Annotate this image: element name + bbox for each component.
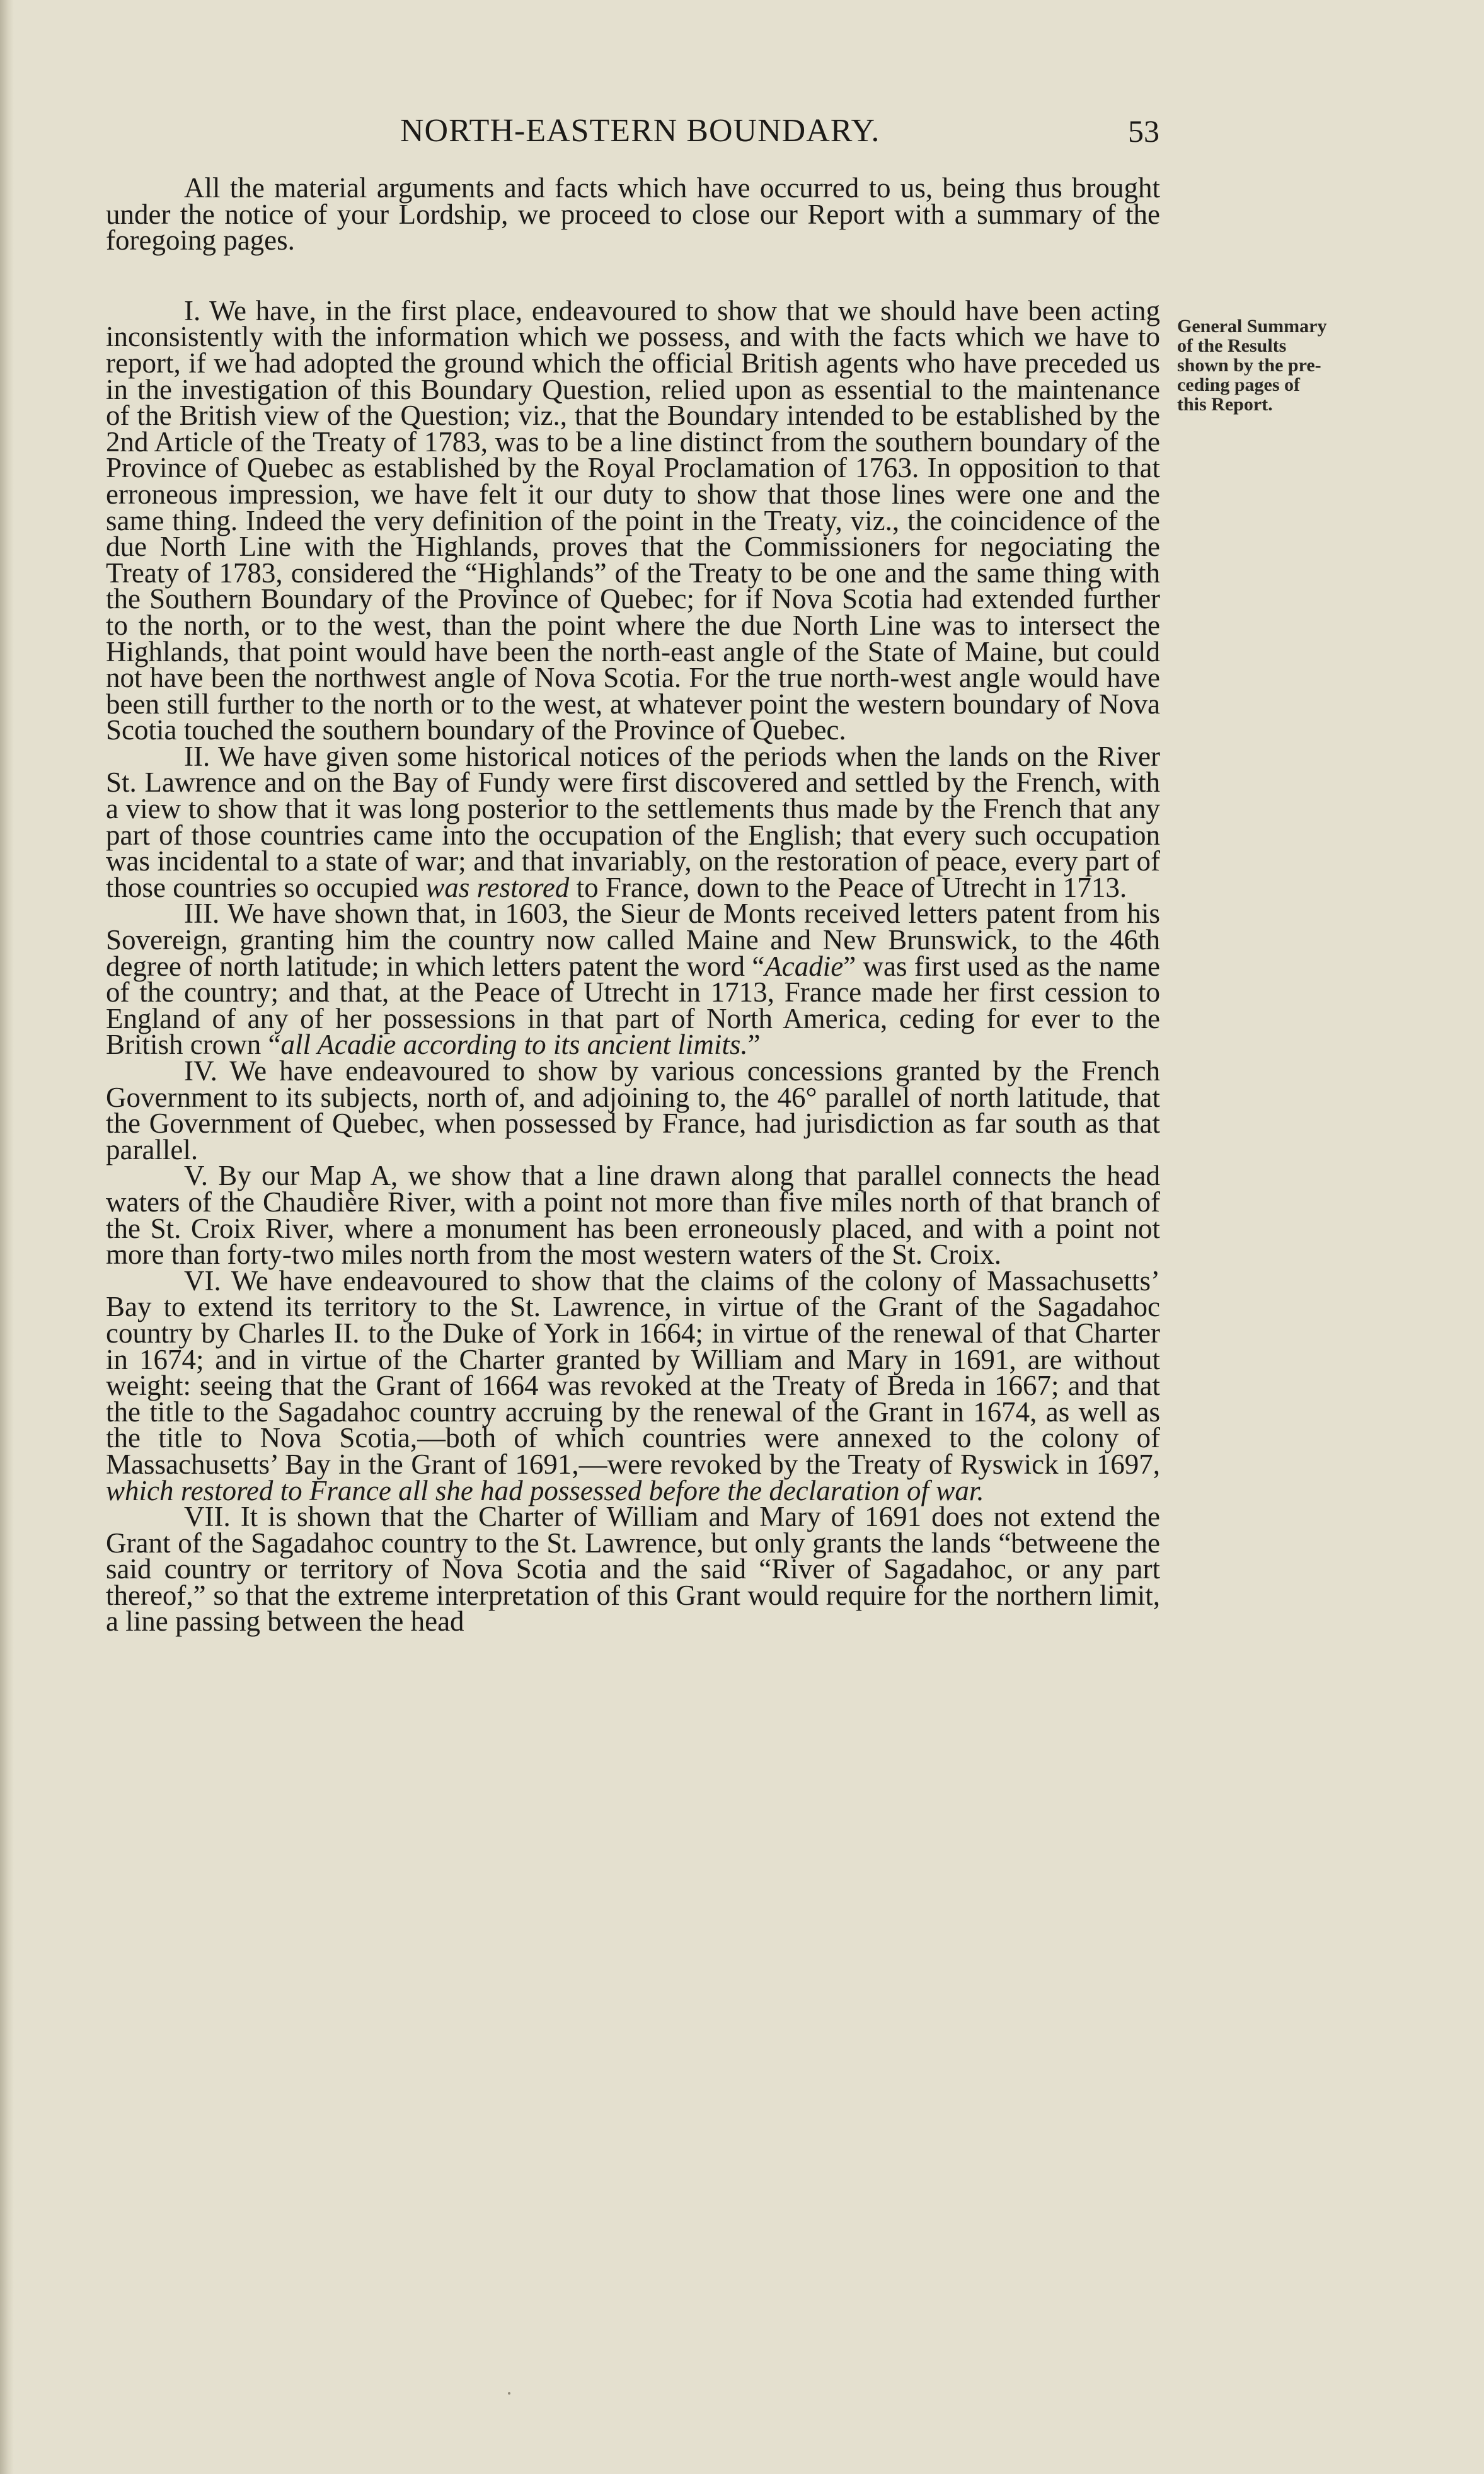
italic-phrase: which restored to France all she had possessed before the declaration of war.: [106, 1474, 984, 1506]
paragraph-text: II. We have given some historical notices of the periods when the lands on the River St. Lawrence and on the Bay of Fundy were first discovered and settled by the French, with a view to show that it was long posterior to the settlements thus made by the French that any part of those countries came into the occupation of the English; that every such occupation was incidental to a state of war; and that invariably, on the restoration of peace, every part of those countries so occupied: [106, 740, 1160, 903]
report-body: [106, 172, 1160, 1638]
paragraph-text: III. We have shown that, in 1603, the Sieur de Monts received letters patent from his Sovereign, granting him the country now called Maine and New Brunswick, to the 46th degree of north latitude; in which letters patent the word “: [106, 898, 1160, 982]
paragraph-text: VI. We have endeavoured to show that the claims of the colony of Massachusetts’ Bay to extend its territory to the St. Lawrence, in virtue of the Grant of the Sagadahoc country by Charles II. to the Duke of York in 1664; in virtue of the renewal of that Charter in 1674; and in virtue of the Charter granted by William and Mary in 1691, are without weight: seeing that the Grant of 1664 was revoked at the Treaty of Breda in 1667; and that the title to the Sagadahoc country accruing by the renewal of the Grant in 1674, as well as the title to Nova Scotia,—both of which countries were annexed to the colony of Massachusetts’ Bay in the Grant of 1691,—were revoked by the Treaty of Ryswick in 1697,: [106, 1264, 1160, 1480]
summary-point-5: V. By our Map A, we show that a line drawn along that parallel connects the head waters of the Chaudière River, with a point not more than five miles north of that branch of the St. Croix River, where a monument has been erroneously placed, and with a point not more than forty-two miles north from the most western waters of the St. Croix.: [106, 1160, 1160, 1271]
summary-point-1: I. We have, in the first place, endeavoured to show that we should have been acting inconsistently with the information which we possess, and with the facts which we have to report, if we had adopted the ground which the official British agents who have preceded us in the investigation of this Boundary Question, relied upon as essential to the maintenance of the British view of the Question; viz., that the Boundary intended to be established by the 2nd Article of the Treaty of 1783, was to be a line distinct from the southern boundary of the Province of Quebec as established by the Royal Proclamation of 1763. In opposition to that erroneous impression, we have felt it our duty to show that those lines were one and the same thing. Indeed the very definition of the point in the Treaty, viz., the coincidence of the due North Line with the Highlands, proves that the Commissioners for negociating the Treaty of 1783, considered the “Highlands” of the Treaty to be one and the same thing with the Southern Boundary of the Province of Quebec; for if Nova Scotia had extended further to the north, or to the west, than the point where the due North Line was to intersect the Highlands, that point would have been the north-east angle of the State of Maine, but could not have been the northwest angle of Nova Scotia. For the true north-west angle would have been still further to the north or to the west, at whatever point the western boundary of Nova Scotia touched the southern boundary of the Province of Quebec.: [106, 294, 1160, 746]
paragraph-text: ”: [747, 1029, 761, 1061]
paragraph-text: ” was first used as the name of the country; and that, at the Peace of Utrecht in 1713, France made her first cession to England of any of her possessions in that part of North America, ceding for ever to the British crown “: [106, 950, 1160, 1061]
page-number: 53: [1128, 113, 1159, 149]
intro-paragraph: All the material arguments and facts which have occurred to us, being thus brought under the notice of your Lordship, we proceed to close our Report with a summary of the foregoing pages.: [106, 172, 1160, 257]
page-edge: [0, 0, 14, 2474]
margin-note-line: shown by the pre-: [1177, 355, 1321, 376]
italic-phrase: all Acadie according to its ancient limits.: [280, 1029, 748, 1061]
margin-note-line: General Summary: [1177, 316, 1327, 337]
summary-point-3: [106, 898, 1160, 1061]
paragraph-text: to France, down to the Peace of Utrecht in 1713.: [569, 871, 1127, 903]
page-title: NORTH-EASTERN BOUNDARY.: [400, 113, 880, 149]
margin-note-line: ceding pages of: [1177, 374, 1300, 395]
margin-note-line: of the Results: [1177, 335, 1287, 356]
margin-note-line: this Report.: [1177, 394, 1273, 415]
paper-speck: [508, 2392, 510, 2395]
italic-phrase: Acadie: [764, 950, 844, 982]
summary-point-7: VII. It is shown that the Charter of William and Mary of 1691 does not extend the Grant of the Sagadahoc country to the St. Lawrence, but only grants the lands “betweene the said country or territory of Nova Scotia and the said “River of Sagadahoc, or any part thereof,” so that the extreme interpretation of this Grant would require for the northern limit, a line passing between the head: [106, 1501, 1160, 1638]
margin-note: [1177, 316, 1379, 414]
summary-point-4: IV. We have endeavoured to show by various concessions granted by the French Government to its subjects, north of, and adjoining to, the 46° parallel of north latitude, that the Government of Quebec, when possessed by France, had jurisdiction as far south as that parallel.: [106, 1055, 1160, 1165]
italic-phrase: was restored: [425, 871, 570, 903]
summary-point-6: [106, 1264, 1160, 1506]
running-head: [189, 106, 1159, 156]
summary-point-2: [106, 740, 1160, 903]
